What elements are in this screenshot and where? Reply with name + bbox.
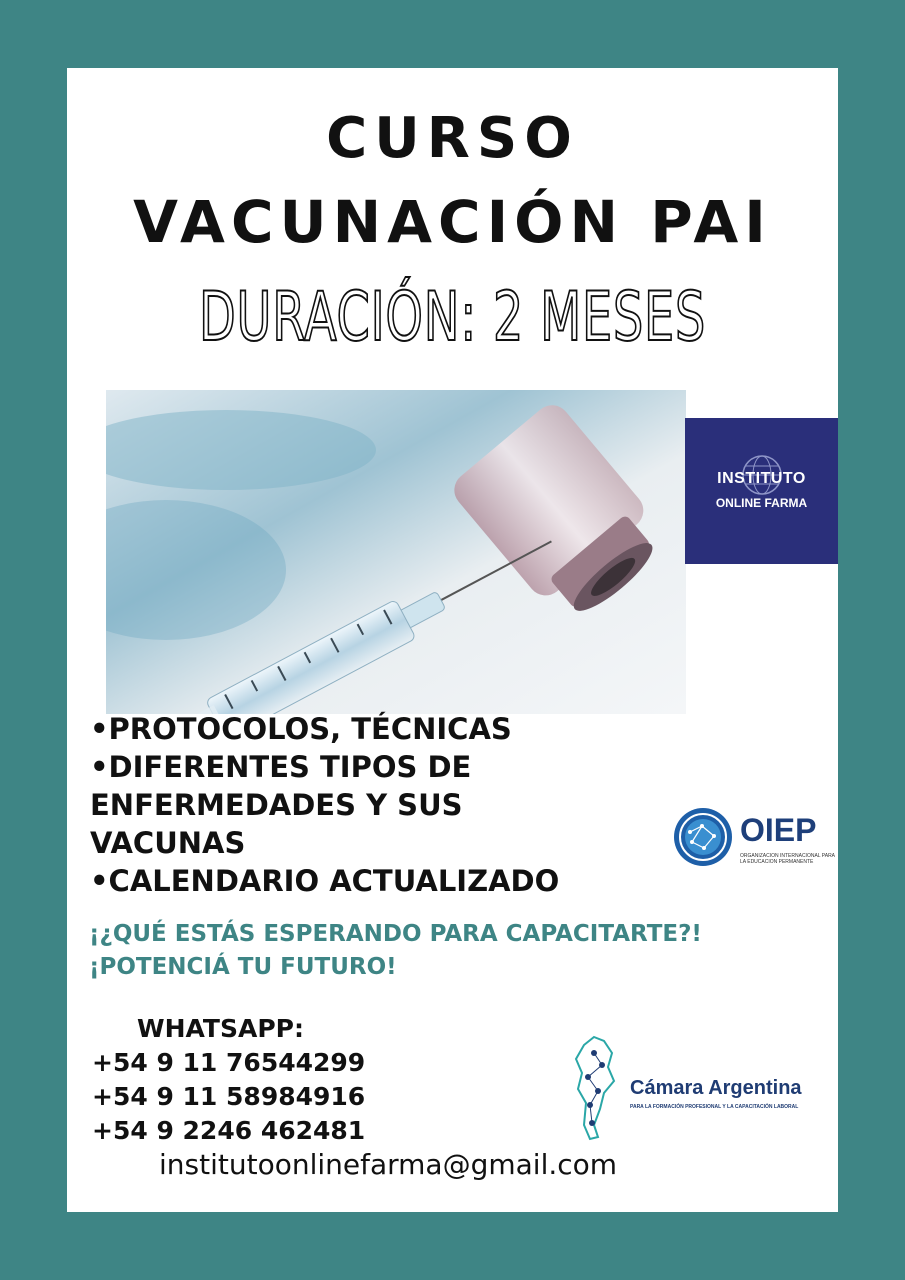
duration-heading: DURACIÓN: 2 MESES <box>198 278 707 357</box>
cta-line-1: ¡¿QUÉ ESTÁS ESPERANDO PARA CAPACITARTE?! <box>89 921 702 947</box>
brand-name-line-2: ONLINE FARMA <box>715 496 808 510</box>
cta-line-2: ¡POTENCIÁ TU FUTURO! <box>89 954 397 980</box>
phone-number[interactable]: +54 9 11 76544299 <box>92 1048 366 1077</box>
call-to-action <box>89 918 829 984</box>
camara-argentina-logo <box>564 1033 838 1143</box>
oiep-logo <box>672 806 838 876</box>
brand-name-line-1: INSTITUTO <box>717 470 806 487</box>
oiep-globe-icon <box>672 806 734 868</box>
email-address[interactable]: institutoonlinefarma@gmail.com <box>159 1148 618 1181</box>
oiep-name: OIEP <box>740 812 817 848</box>
title-line-1: CURSO <box>326 106 579 171</box>
vaccine-syringe-photo <box>106 390 686 714</box>
title-line-2: VACUNACIÓN PAI <box>133 188 772 256</box>
topic-item: •CALENDARIO ACTUALIZADO <box>90 864 560 898</box>
contact-block <box>92 1012 365 1148</box>
phone-number[interactable]: +54 9 11 58984916 <box>92 1082 366 1111</box>
topics-list <box>90 710 650 900</box>
flyer-card <box>67 68 838 1212</box>
phone-number[interactable]: +54 9 2246 462481 <box>92 1116 366 1145</box>
camara-subtitle: PARA LA FORMACIÓN PROFESIONAL Y LA CAPACITACIÓN LABORAL <box>630 1104 799 1110</box>
topic-item: ENFERMEDADES Y SUS <box>90 788 463 822</box>
topic-item: •DIFERENTES TIPOS DE <box>90 750 472 784</box>
topic-item: VACUNAS <box>90 826 246 860</box>
instituto-online-farma-logo <box>685 418 838 564</box>
topic-item: •PROTOCOLOS, TÉCNICAS <box>90 712 512 746</box>
whatsapp-label: WHATSAPP: <box>137 1014 304 1043</box>
oiep-subtitle: ORGANIZACION INTERNACIONAL PARA LA EDUCACION PERMANENTE <box>740 853 835 865</box>
camara-name: Cámara Argentina <box>630 1077 802 1099</box>
argentina-map-icon <box>564 1033 630 1143</box>
syringe-vial-illustration <box>106 390 686 714</box>
